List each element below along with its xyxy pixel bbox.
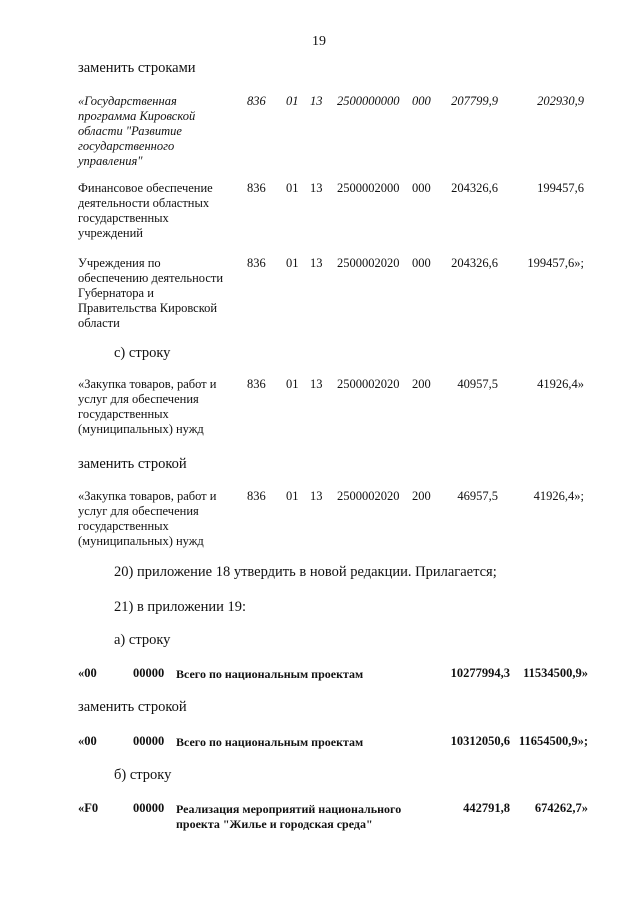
row-code-pr: 13 [310,489,323,503]
row-code-1: «00 [78,666,97,680]
page-number: 19 [312,34,326,49]
item-20-text: 20) приложение 18 утвердить в новой редакции. Прилагается; [114,564,497,580]
row-name: «Закупка товаров, работ и услуг для обеспечения государственных (муниципальных) нужд [78,377,217,436]
row-code-1: «F0 [78,801,99,815]
row-name-line-2: проекта "Жилье и городская среда" [176,817,373,831]
row-code-csr: 2500002020 [337,489,400,503]
row-code-gr: 836 [247,256,266,270]
row-value-1: 442791,8 [463,801,510,815]
row-code-pr: 13 [310,377,323,391]
row-value-1: 46957,5 [457,489,498,503]
replace-with-lines-text: заменить строками [78,60,196,76]
row-code-pr: 13 [310,94,323,108]
row-code-gr: 836 [247,94,266,108]
row-name: Всего по национальным проектам [176,735,364,749]
row-name-line-1: Реализация мероприятий национального [176,802,402,816]
row-code-csr: 2500002000 [337,181,400,195]
row-code-csr: 2500000000 [337,94,400,108]
item-c-line: с) строку [114,345,171,361]
item-21-text: 21) в приложении 19: [114,599,247,615]
row-value-2: 11654500,9»; [518,734,588,748]
row-value-1: 204326,6 [451,181,498,195]
item-b-line: б) строку [114,767,172,783]
row-value-1: 204326,6 [451,256,498,270]
row-code-pr: 13 [310,181,323,195]
row-value-2: 202930,9 [537,94,584,108]
row-value-1: 10277994,3 [450,666,510,680]
row-code-pr: 13 [310,256,323,270]
row-value-2: 674262,7» [534,801,588,815]
row-code-gr: 836 [247,377,266,391]
row-code-2: 00000 [133,801,165,815]
row-code-vr: 000 [412,256,431,270]
row-code-csr: 2500002020 [337,377,400,391]
row-code-rz: 01 [286,181,299,195]
row-name: Учреждения по обеспечению деятельности Губернатора и Правительства Кировской области [78,256,224,330]
row-name: «Закупка товаров, работ и услуг для обеспечения государственных (муниципальных) нужд [78,489,217,548]
row-value-1: 40957,5 [457,377,498,391]
row-code-vr: 200 [412,489,431,503]
row-code-vr: 000 [412,181,431,195]
row-code-rz: 01 [286,489,299,503]
row-name: Всего по национальным проектам [176,667,364,681]
row-code-vr: 200 [412,377,431,391]
item-a-line: а) строку [114,632,171,648]
row-code-rz: 01 [286,256,299,270]
row-name: «Государственная программа Кировской области "Развитие государственного управления" [78,94,196,168]
row-code-gr: 836 [247,489,266,503]
row-value-1: 207799,9 [451,94,498,108]
row-value-2: 11534500,9» [523,666,588,680]
row-value-2: 41926,4»; [533,489,584,503]
row-code-rz: 01 [286,377,299,391]
replace-with-line-text-2: заменить строкой [78,699,187,715]
row-value-2: 199457,6»; [527,256,584,270]
row-code-gr: 836 [247,181,266,195]
replace-with-line-text: заменить строкой [78,456,187,472]
row-code-1: «00 [78,734,97,748]
row-value-2: 41926,4» [537,377,584,391]
row-code-vr: 000 [412,94,431,108]
row-code-rz: 01 [286,94,299,108]
row-value-1: 10312050,6 [450,734,510,748]
row-code-2: 00000 [133,734,165,748]
row-value-2: 199457,6 [537,181,584,195]
row-code-2: 00000 [133,666,165,680]
row-code-csr: 2500002020 [337,256,400,270]
row-name: Финансовое обеспечение деятельности областных государственных учреждений [78,181,213,240]
